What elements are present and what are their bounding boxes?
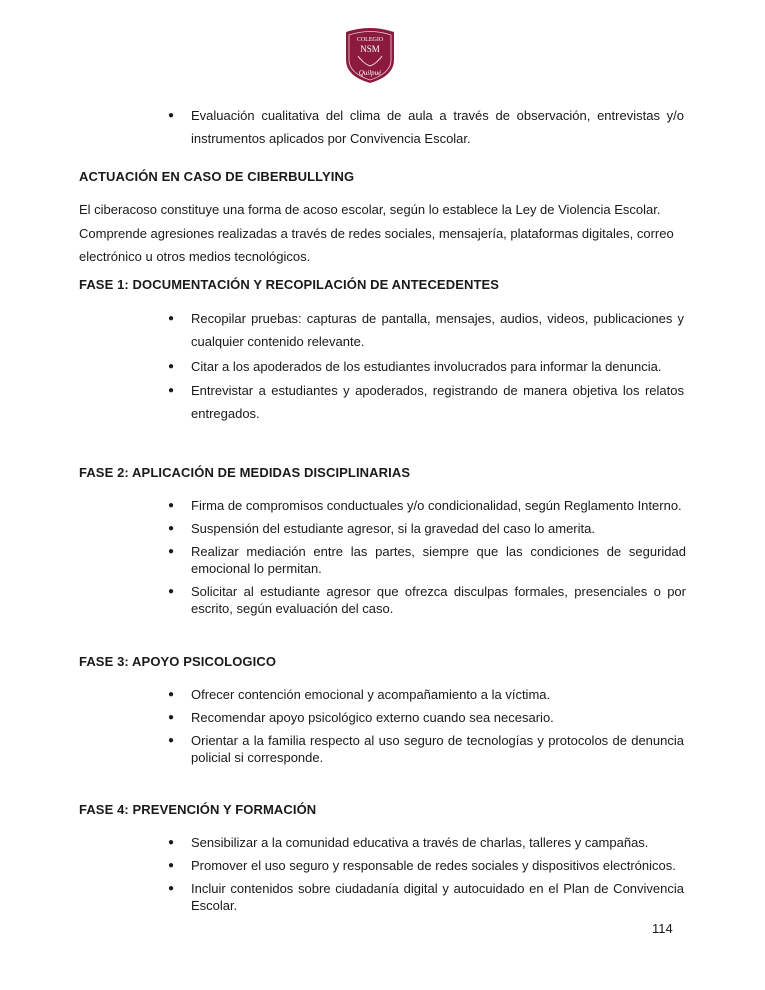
crest-text-3: Quilpué: [358, 69, 382, 77]
list-item: ● Ofrecer contención emocional y acompañamiento a la víctima.: [168, 686, 684, 703]
phase3-title: FASE 3: APOYO PSICOLOGICO: [79, 654, 277, 669]
list-item: ● Solicitar al estudiante agresor que ofrezca disculpas formales, presenciales o por escrito, según evaluación del caso.: [168, 583, 686, 617]
section-paragraph: [79, 198, 689, 269]
list-item: ● Evaluación cualitativa del clima de aula a través de observación, entrevistas y/o instrumentos aplicados por Convivencia Escolar.: [168, 104, 684, 150]
phase1-list: [168, 307, 684, 425]
list-item: ● Realizar mediación entre las partes, siempre que las condiciones de seguridad emocional lo permitan.: [168, 543, 686, 577]
list-item: ● Recopilar pruebas: capturas de pantalla, mensajes, audios, videos, publicaciones y cualquier contenido relevante.: [168, 307, 684, 353]
list-item: ● Firma de compromisos conductuales y/o condicionalidad, según Reglamento Interno.: [168, 497, 686, 514]
list-item: ● Promover el uso seguro y responsable de redes sociales y dispositivos electrónicos.: [168, 857, 684, 874]
phase2-list: [168, 497, 686, 617]
phase2-title: FASE 2: APLICACIÓN DE MEDIDAS DISCIPLINARIAS: [79, 465, 411, 480]
phase1-title: FASE 1: DOCUMENTACIÓN Y RECOPILACIÓN DE ANTECEDENTES: [79, 277, 500, 292]
section-title: ACTUACIÓN EN CASO DE CIBERBULLYING: [79, 169, 355, 184]
crest-text-1: COLEGIO: [356, 37, 384, 43]
list-item: ● Recomendar apoyo psicológico externo cuando sea necesario.: [168, 709, 684, 726]
crest-text-2: NSM: [360, 44, 380, 54]
list-item: ● Citar a los apoderados de los estudiantes involucrados para informar la denuncia.: [168, 355, 684, 378]
paragraph-line: Comprende agresiones realizadas a través de redes sociales, mensajería, plataformas digitales, correo: [79, 225, 674, 241]
list-item: ● Sensibilizar a la comunidad educativa a través de charlas, talleres y campañas.: [168, 834, 684, 851]
paragraph-line: El ciberacoso constituye una forma de acoso escolar, según lo establece la Ley de Violencia Escolar.: [79, 202, 661, 217]
paragraph-line: electrónico u otros medios tecnológicos.: [79, 249, 311, 264]
page-number: 114: [652, 921, 673, 936]
intro-bullet-list: [168, 104, 684, 150]
list-item: ● Incluir contenidos sobre ciudadanía digital y autocuidado en el Plan de Convivencia Escolar.: [168, 880, 684, 914]
list-item: ● Suspensión del estudiante agresor, si la gravedad del caso lo amerita.: [168, 520, 686, 537]
phase3-list: [168, 686, 684, 766]
phase4-title: FASE 4: PREVENCIÓN Y FORMACIÓN: [79, 802, 317, 817]
list-item: ● Orientar a la familia respecto al uso seguro de tecnologías y protocolos de denuncia policial si corresponde.: [168, 732, 684, 766]
school-crest-logo: [342, 26, 398, 84]
list-item: ● Entrevistar a estudiantes y apoderados, registrando de manera objetiva los relatos entregados.: [168, 379, 684, 425]
phase4-list: [168, 834, 684, 914]
